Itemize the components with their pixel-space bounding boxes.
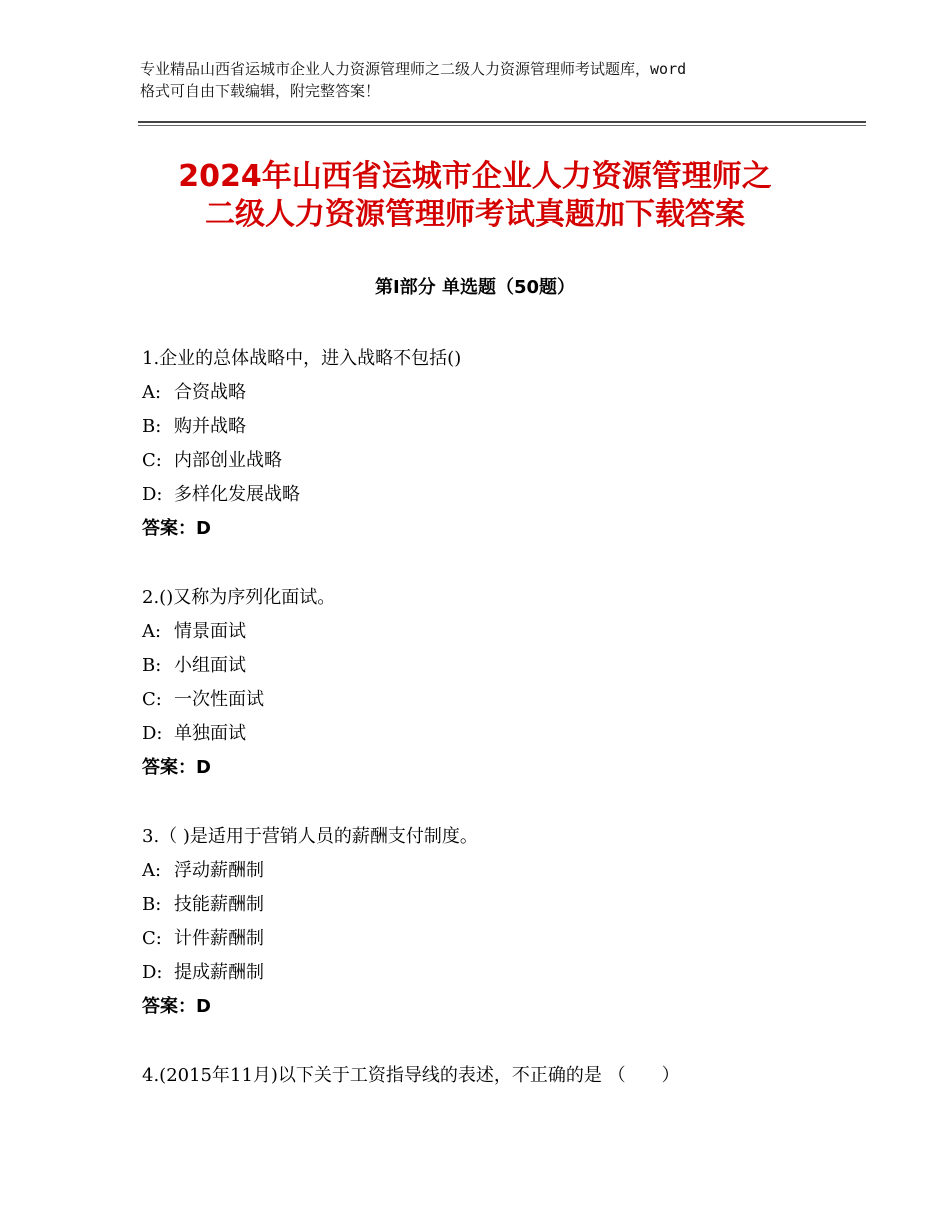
header-divider-thick [138, 121, 866, 123]
question-stem: 2.()又称为序列化面试。 [142, 587, 336, 608]
option-letter: B: [142, 416, 162, 437]
document-title [100, 158, 850, 234]
option-d [142, 717, 862, 751]
question-4 [142, 1059, 862, 1093]
option-letter: C: [142, 928, 162, 949]
answer-line [142, 512, 862, 546]
answer-label: 答案： [142, 996, 196, 1017]
answer-value: D [196, 757, 211, 778]
option-text: 单独面试 [174, 723, 246, 744]
option-letter: B: [142, 655, 162, 676]
answer-label: 答案： [142, 757, 196, 778]
option-a [142, 854, 862, 888]
option-text: 计件薪酬制 [174, 928, 264, 949]
option-c [142, 922, 862, 956]
header-divider-thin [138, 125, 866, 126]
document-title-line-1: 2024年山西省运城市企业人力资源管理师之 [178, 159, 772, 194]
option-letter: A: [142, 382, 162, 403]
option-letter: A: [142, 621, 162, 642]
answer-label: 答案： [142, 518, 196, 539]
header-note [140, 58, 840, 102]
option-text: 小组面试 [174, 655, 246, 676]
document-title-line-2: 二级人力资源管理师考试真题加下载答案 [205, 197, 745, 232]
option-letter: D: [142, 962, 163, 983]
option-a [142, 376, 862, 410]
question-2 [142, 581, 862, 785]
section-title: 第Ⅰ部分 单选题（50题） [374, 277, 575, 298]
option-c [142, 683, 862, 717]
question-stem: 3.（ )是适用于营销人员的薪酬支付制度。 [142, 826, 478, 847]
question-list [142, 342, 862, 1128]
option-text: 合资战略 [174, 382, 246, 403]
answer-line [142, 751, 862, 785]
option-letter: D: [142, 484, 163, 505]
option-d [142, 956, 862, 990]
question-1 [142, 342, 862, 546]
option-c [142, 444, 862, 478]
option-letter: D: [142, 723, 163, 744]
option-letter: C: [142, 689, 162, 710]
answer-value: D [196, 518, 211, 539]
answer-value: D [196, 996, 211, 1017]
option-text: 技能薪酬制 [174, 894, 264, 915]
header-note-line-1: 专业精品山西省运城市企业人力资源管理师之二级人力资源管理师考试题库，word [140, 60, 687, 78]
option-d [142, 478, 862, 512]
option-text: 提成薪酬制 [174, 962, 264, 983]
option-letter: A: [142, 860, 162, 881]
option-text: 内部创业战略 [174, 450, 282, 471]
answer-line [142, 990, 862, 1024]
option-text: 购并战略 [174, 416, 246, 437]
option-letter: B: [142, 894, 162, 915]
option-letter: C: [142, 450, 162, 471]
header-note-line-2: 格式可自由下载编辑，附完整答案！ [140, 82, 381, 100]
option-text: 一次性面试 [174, 689, 264, 710]
option-a [142, 615, 862, 649]
question-stem: 1.企业的总体战略中，进入战略不包括() [142, 348, 462, 369]
option-text: 情景面试 [174, 621, 246, 642]
option-text: 浮动薪酬制 [174, 860, 264, 881]
option-text: 多样化发展战略 [174, 484, 300, 505]
option-b [142, 649, 862, 683]
option-b [142, 888, 862, 922]
question-stem: 4.(2015年11月)以下关于工资指导线的表述，不正确的是 （ ） [142, 1065, 680, 1086]
question-3 [142, 820, 862, 1024]
option-b [142, 410, 862, 444]
